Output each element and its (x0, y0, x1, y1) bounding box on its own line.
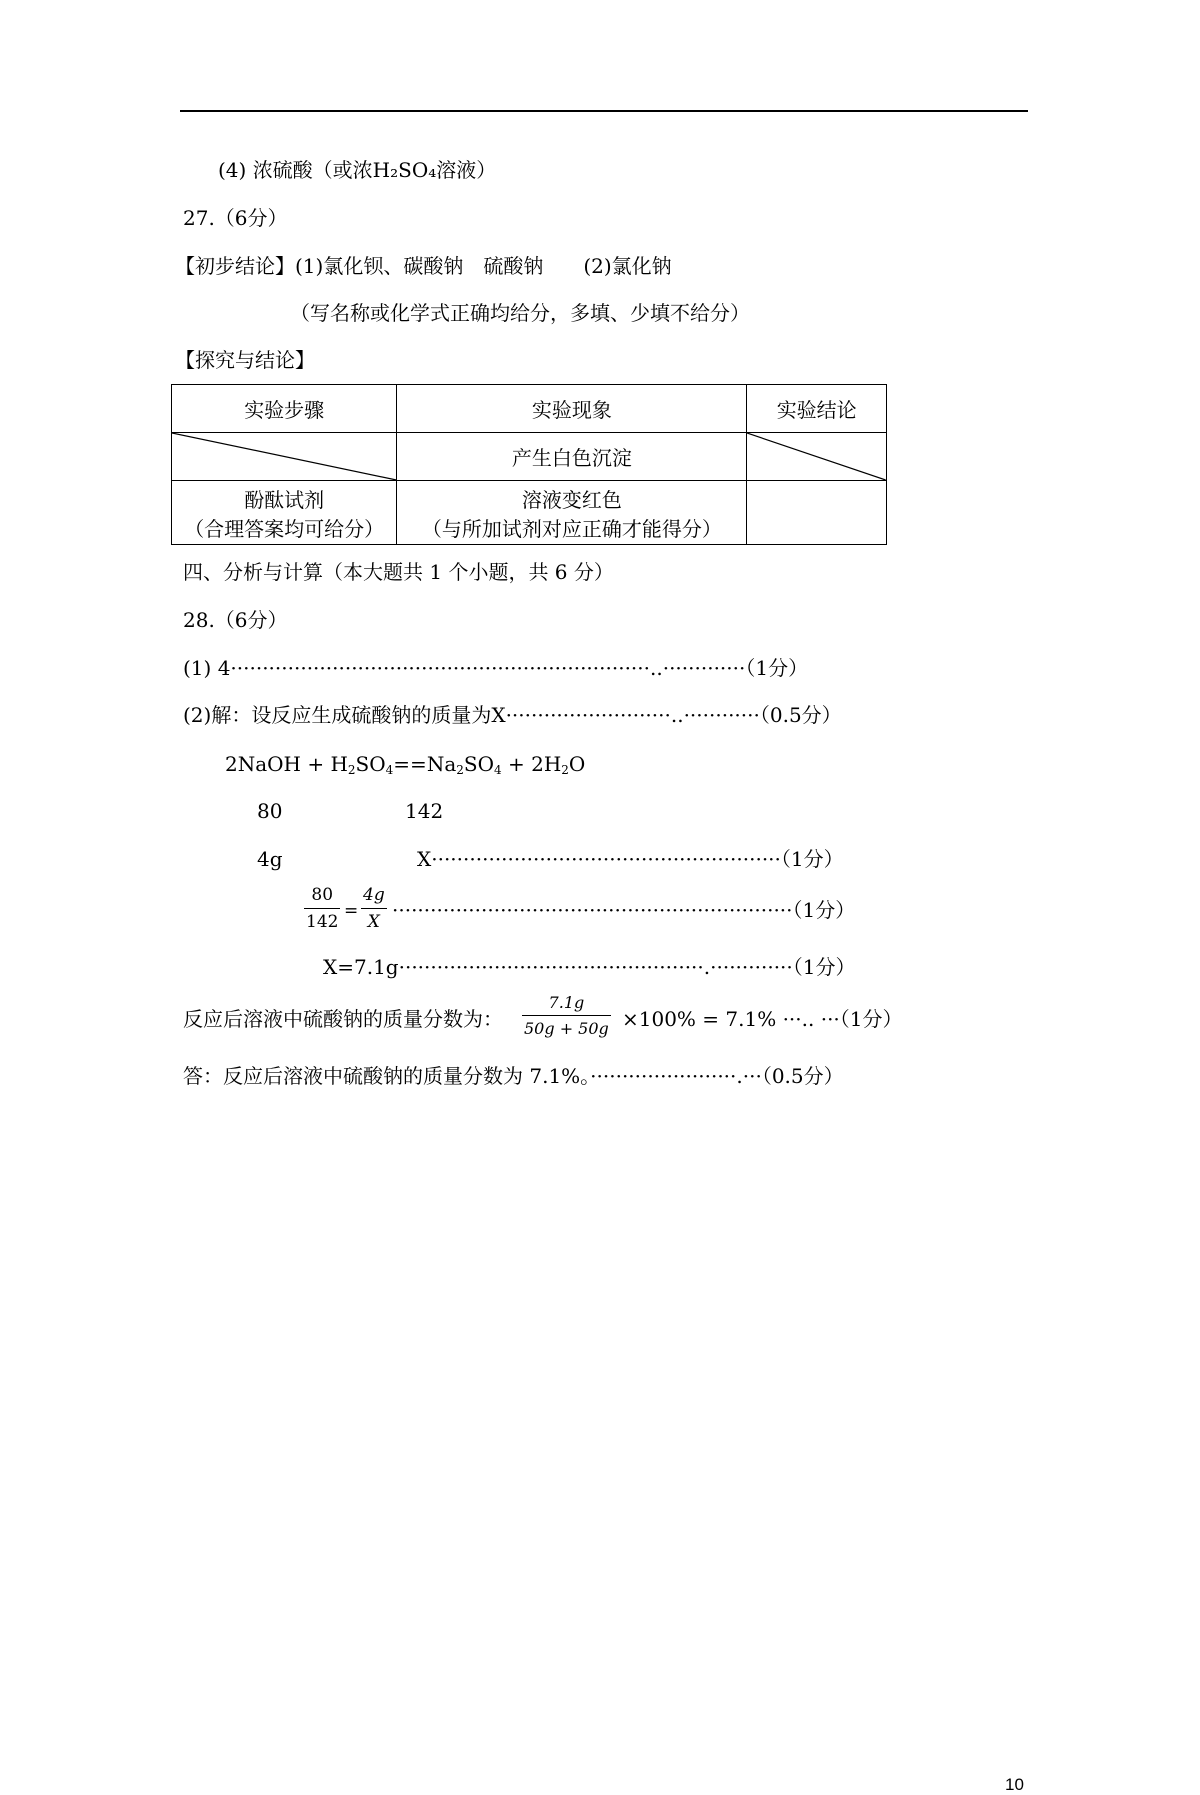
mass-naoh: 80 (257, 799, 283, 823)
equals-sign: = (344, 901, 359, 921)
q28-step2: (2)解：设反应生成硫酸钠的质量为X··························..············（0.5分） (183, 703, 842, 727)
mass-na2so4: 142 (405, 799, 444, 823)
q27-prelim-conclusion: 【初步结论】(1)氯化钡、碳酸钠 硫酸钠 (2)氯化钠 (175, 254, 672, 278)
q27-explore-title: 【探究与结论】 (175, 348, 315, 372)
q27-prelim-note: （写名称或化学式正确均给分，多填、少填不给分） (290, 301, 750, 325)
diagonal-cell (747, 433, 887, 481)
phenomenon-text: 溶液变红色 (521, 487, 622, 512)
step-cell (172, 481, 397, 545)
step-note: （合理答案均可给分） (184, 516, 385, 541)
q28-header: 28.（6分） (183, 608, 288, 632)
q28-step1: (1) 4··································································..·············（1分） (183, 656, 809, 680)
section4-title: 四、分析与计算（本大题共 1 个小题，共 6 分） (183, 560, 614, 584)
diagonal-line (172, 433, 396, 480)
unknown-line: X·······················································（1分） (417, 847, 844, 871)
header-rule (180, 110, 1028, 112)
result-line: X=7.1g················································.·············（1分） (323, 955, 856, 979)
diagonal-line (747, 433, 886, 480)
results-table (171, 384, 887, 545)
table-header-row (172, 385, 887, 433)
percentage-result: ×100% = 7.1% ···.. ···（1分） (622, 1007, 903, 1031)
table-header-cell: 实验步骤 (172, 385, 397, 433)
fraction-intro: 反应后溶液中硫酸钠的质量分数为： (183, 1007, 503, 1031)
table-header-cell: 实验现象 (397, 385, 747, 433)
chemical-equation: 2NaOH + $H_2SO_4==Na_2SO_4 + 2H_2O$ (225, 752, 586, 777)
final-answer: 答：反应后溶液中硫酸钠的质量分数为 7.1%。·······················.···（0.5分） (183, 1064, 844, 1088)
given-mass: 4g (257, 847, 283, 871)
table-row (172, 433, 887, 481)
fraction-4g-x: 4g X (363, 885, 385, 932)
page-number: 10 (1005, 1775, 1024, 1794)
phenomenon-note: （与所加试剂对应正确才能得分） (421, 516, 722, 541)
table-header-cell: 实验结论 (747, 385, 887, 433)
step-reagent: 酚酞试剂 (244, 487, 325, 512)
q27-header: 27.（6分） (183, 206, 288, 230)
diagonal-cell (172, 433, 397, 481)
fraction-80-142: 80 142 (306, 885, 339, 932)
conclusion-cell (747, 481, 887, 545)
table-row (172, 481, 887, 545)
phenomenon-cell: 产生白色沉淀 (397, 433, 747, 481)
proportion-line: ·······························································（1分） (392, 898, 856, 922)
fraction-percentage: 7.1g 50g + 50g (524, 993, 609, 1038)
phenomenon-cell (397, 481, 747, 545)
item-4: (4) 浓硫酸（或浓H₂SO₄溶液） (218, 158, 497, 182)
